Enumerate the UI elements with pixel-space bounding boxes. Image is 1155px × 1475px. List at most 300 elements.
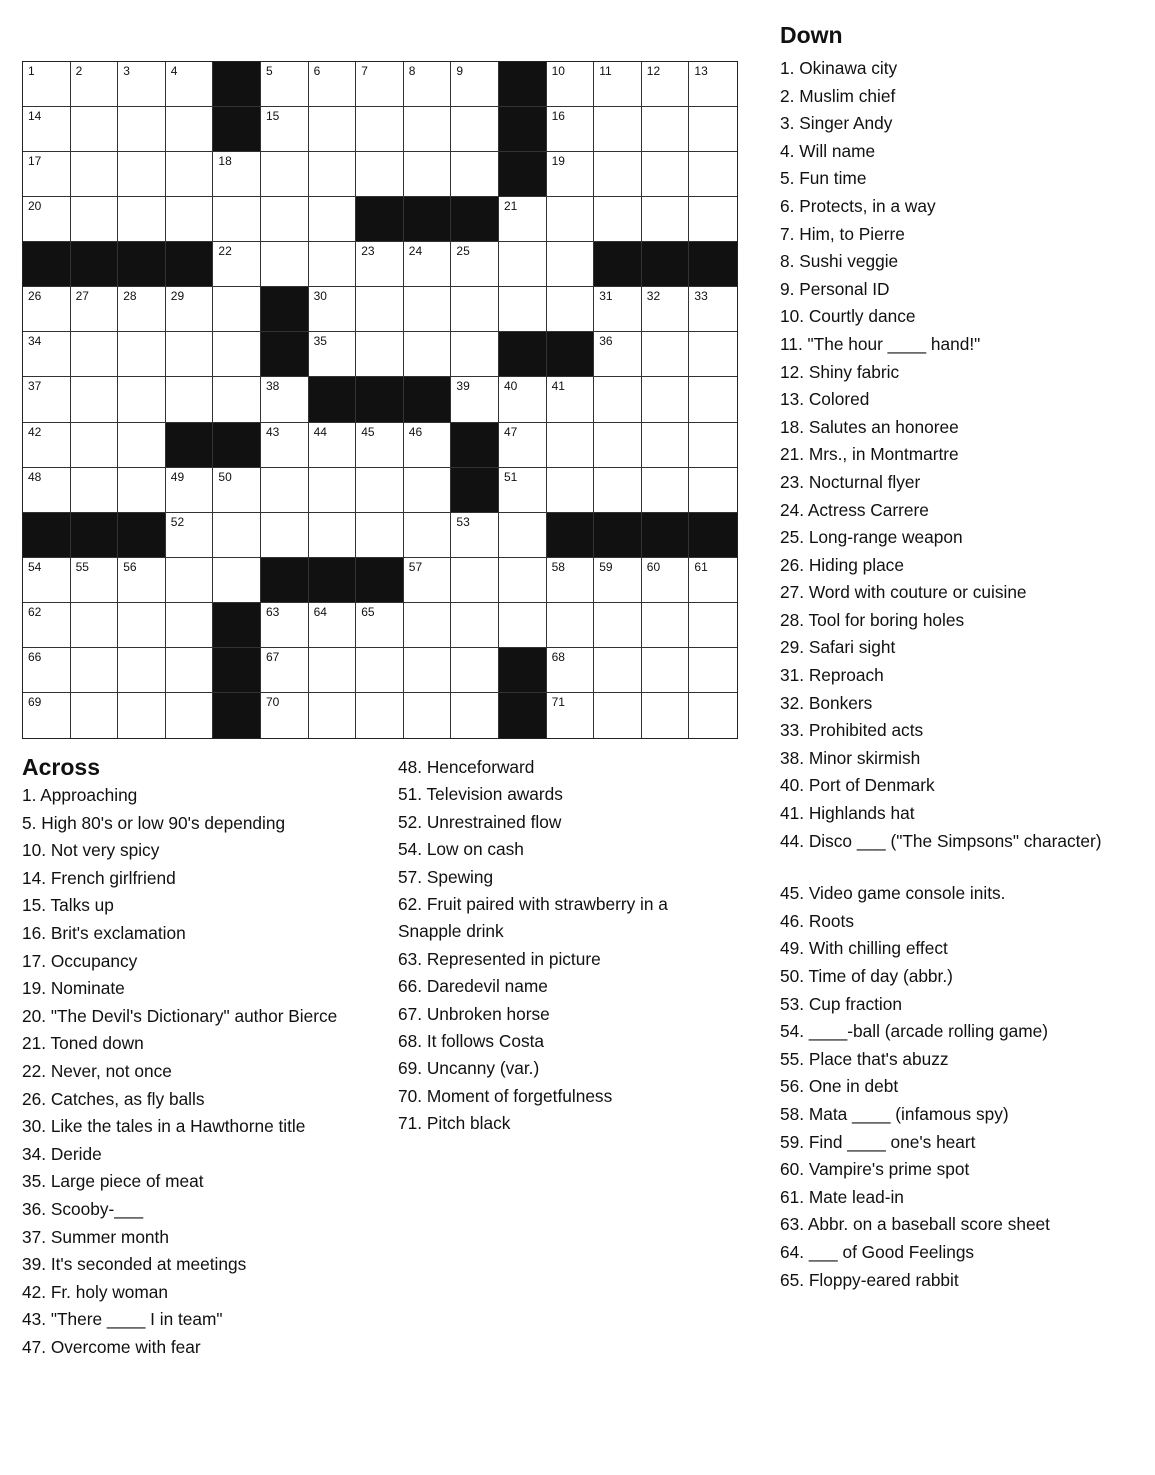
clue-item: 4. Will name <box>780 140 876 161</box>
clue-item: 19. Nominate <box>22 978 125 999</box>
clue-item: 60. Vampire's prime spot <box>780 1159 970 1180</box>
grid-cell[interactable] <box>213 287 261 332</box>
grid-cell[interactable] <box>594 107 642 152</box>
clue-item: 43. "There ____ I in team" <box>22 1309 223 1330</box>
clue-number: 64 <box>313 604 327 619</box>
clue-item: 33. Prohibited acts <box>780 720 924 741</box>
grid-cell[interactable] <box>309 242 357 287</box>
grid-cell[interactable] <box>71 62 119 107</box>
grid-cell[interactable] <box>23 693 71 738</box>
grid-cell[interactable] <box>404 468 452 513</box>
across-clue-list-column-1 <box>22 782 382 1361</box>
grid-cell[interactable] <box>23 648 71 693</box>
clue-number: 6 <box>313 64 321 78</box>
clue-number: 60 <box>646 559 661 574</box>
grid-cell[interactable] <box>547 107 595 152</box>
grid-cell[interactable] <box>404 152 452 197</box>
clue-item: 41. Highlands hat <box>780 803 915 824</box>
grid-cell[interactable] <box>261 648 309 693</box>
grid-cell[interactable] <box>23 107 71 152</box>
grid-cell[interactable] <box>594 152 642 197</box>
clue-item: 34. Deride <box>22 1143 102 1164</box>
grid-cell[interactable] <box>71 468 119 513</box>
grid-cell[interactable] <box>594 197 642 242</box>
grid-cell[interactable] <box>642 377 690 422</box>
grid-cell[interactable] <box>689 152 737 197</box>
grid-cell[interactable] <box>356 468 404 513</box>
clue-number: 63 <box>265 604 280 619</box>
clue-item: 55. Place that's abuzz <box>780 1048 949 1069</box>
grid-cell[interactable] <box>213 558 261 603</box>
grid-cell[interactable] <box>356 287 404 332</box>
grid-cell[interactable] <box>118 468 166 513</box>
grid-cell[interactable] <box>499 197 547 242</box>
grid-cell[interactable] <box>71 197 119 242</box>
black-square <box>642 513 690 558</box>
grid-cell[interactable] <box>642 197 690 242</box>
grid-cell[interactable] <box>547 693 595 738</box>
grid-cell[interactable] <box>309 423 357 468</box>
black-square <box>213 107 261 152</box>
clue-item: 15. Talks up <box>22 895 114 916</box>
black-square <box>499 648 547 693</box>
grid-cell[interactable] <box>451 62 499 107</box>
grid-cell[interactable] <box>689 332 737 377</box>
grid-cell[interactable] <box>594 603 642 648</box>
grid-cell[interactable] <box>356 152 404 197</box>
grid-cell[interactable] <box>594 423 642 468</box>
clue-number: 18 <box>218 154 232 169</box>
grid-cell[interactable] <box>689 648 737 693</box>
clue-item: 17. Occupancy <box>22 950 138 971</box>
clue-number: 68 <box>551 649 565 664</box>
grid-cell[interactable] <box>166 648 214 693</box>
clue-item: 5. Fun time <box>780 168 867 189</box>
clue-item: 12. Shiny fabric <box>780 361 900 382</box>
black-square <box>547 513 595 558</box>
clue-number: 13 <box>694 64 708 78</box>
grid-cell[interactable] <box>642 423 690 468</box>
grid-cell[interactable] <box>356 242 404 287</box>
grid-cell[interactable] <box>451 152 499 197</box>
clue-item: 66. Daredevil name <box>398 976 548 997</box>
grid-cell[interactable] <box>309 648 357 693</box>
grid-cell[interactable] <box>689 693 737 738</box>
grid-cell[interactable] <box>118 558 166 603</box>
clue-item: 10. Courtly dance <box>780 306 916 327</box>
grid-cell[interactable] <box>309 332 357 377</box>
grid-cell[interactable] <box>594 62 642 107</box>
grid-cell[interactable] <box>309 468 357 513</box>
grid-cell[interactable] <box>118 287 166 332</box>
black-square <box>356 377 404 422</box>
grid-cell[interactable] <box>642 693 690 738</box>
grid-cell[interactable] <box>261 152 309 197</box>
clue-number: 44 <box>313 424 327 439</box>
grid-cell[interactable] <box>404 287 452 332</box>
grid-cell[interactable] <box>689 603 737 648</box>
clue-item: 26. Hiding place <box>780 554 904 575</box>
clue-number: 51 <box>503 469 518 484</box>
clue-number: 61 <box>694 559 708 574</box>
clue-item: 37. Summer month <box>22 1226 169 1247</box>
grid-cell[interactable] <box>404 242 452 287</box>
grid-cell[interactable] <box>71 603 119 648</box>
grid-cell[interactable] <box>689 558 737 603</box>
grid-cell[interactable] <box>642 152 690 197</box>
clue-number: 20 <box>28 199 42 214</box>
grid-cell[interactable] <box>594 648 642 693</box>
clue-item: 13. Colored <box>780 389 870 410</box>
grid-cell[interactable] <box>451 332 499 377</box>
clue-number: 1 <box>28 64 35 78</box>
black-square <box>451 468 499 513</box>
grid-cell[interactable] <box>404 513 452 558</box>
grid-cell[interactable] <box>309 62 357 107</box>
grid-cell[interactable] <box>261 107 309 152</box>
grid-cell[interactable] <box>689 107 737 152</box>
grid-cell[interactable] <box>118 603 166 648</box>
grid-cell[interactable] <box>404 558 452 603</box>
clue-item: 22. Never, not once <box>22 1060 172 1081</box>
grid-cell[interactable] <box>23 468 71 513</box>
clue-number: 46 <box>408 424 423 439</box>
grid-cell[interactable] <box>71 423 119 468</box>
grid-cell[interactable] <box>23 332 71 377</box>
clue-number: 40 <box>503 379 518 394</box>
grid-cell[interactable] <box>547 423 595 468</box>
grid-cell[interactable] <box>689 423 737 468</box>
clue-number: 4 <box>170 64 178 78</box>
grid-cell[interactable] <box>356 648 404 693</box>
clue-item: 45. Video game console inits. <box>780 883 1006 904</box>
grid-cell[interactable] <box>71 287 119 332</box>
grid-cell[interactable] <box>23 423 71 468</box>
clue-item: 68. It follows Costa <box>398 1031 544 1052</box>
grid-cell[interactable] <box>642 558 690 603</box>
grid-cell[interactable] <box>23 197 71 242</box>
grid-cell[interactable] <box>166 468 214 513</box>
grid-cell[interactable] <box>23 62 71 107</box>
across-clue-list-column-2 <box>398 754 758 1138</box>
grid-cell[interactable] <box>499 603 547 648</box>
across-heading: Across <box>22 754 100 780</box>
black-square <box>309 558 357 603</box>
grid-cell[interactable] <box>547 287 595 332</box>
clue-number: 69 <box>28 694 42 709</box>
clue-number: 8 <box>408 64 416 78</box>
grid-cell[interactable] <box>71 152 119 197</box>
grid-cell[interactable] <box>23 558 71 603</box>
grid-cell[interactable] <box>309 107 357 152</box>
grid-cell[interactable] <box>499 423 547 468</box>
clue-number: 33 <box>694 289 708 304</box>
clue-number: 12 <box>646 64 661 78</box>
clue-item: 62. Fruit paired with strawberry in a <box>398 894 668 915</box>
grid-cell[interactable] <box>71 558 119 603</box>
grid-cell[interactable] <box>404 107 452 152</box>
black-square <box>594 513 642 558</box>
grid-cell[interactable] <box>118 332 166 377</box>
grid-cell[interactable] <box>166 107 214 152</box>
clue-item: 49. With chilling effect <box>780 938 948 959</box>
grid-cell[interactable] <box>594 377 642 422</box>
grid-cell[interactable] <box>689 197 737 242</box>
grid-cell[interactable] <box>309 603 357 648</box>
clue-item: 48. Henceforward <box>398 757 535 777</box>
grid-cell[interactable] <box>499 468 547 513</box>
grid-cell[interactable] <box>166 152 214 197</box>
grid-cell[interactable] <box>71 693 119 738</box>
clue-number: 70 <box>265 694 280 709</box>
grid-cell[interactable] <box>451 558 499 603</box>
black-square <box>547 332 595 377</box>
grid-cell[interactable] <box>547 468 595 513</box>
grid-cell[interactable] <box>547 558 595 603</box>
grid-cell[interactable] <box>594 287 642 332</box>
grid-cell[interactable] <box>118 423 166 468</box>
clue-number: 55 <box>75 559 89 574</box>
grid-cell[interactable] <box>404 423 452 468</box>
black-square <box>213 62 261 107</box>
grid-cell[interactable] <box>166 377 214 422</box>
grid-cell[interactable] <box>547 197 595 242</box>
grid-cell[interactable] <box>356 332 404 377</box>
grid-cell[interactable] <box>356 423 404 468</box>
grid-cell[interactable] <box>356 693 404 738</box>
grid-cell[interactable] <box>166 197 214 242</box>
black-square <box>166 242 214 287</box>
grid-cell[interactable] <box>356 107 404 152</box>
grid-cell[interactable] <box>547 603 595 648</box>
black-square <box>689 513 737 558</box>
grid-cell[interactable] <box>404 693 452 738</box>
clue-item: 11. "The hour ____ hand!" <box>780 333 981 354</box>
grid-cell[interactable] <box>261 242 309 287</box>
grid-cell[interactable] <box>309 197 357 242</box>
grid-cell[interactable] <box>499 242 547 287</box>
grid-cell[interactable] <box>23 603 71 648</box>
black-square <box>642 242 690 287</box>
grid-cell[interactable] <box>71 332 119 377</box>
clue-number: 50 <box>218 469 232 484</box>
grid-cell[interactable] <box>356 513 404 558</box>
clue-item: 50. Time of day (abbr.) <box>780 966 953 986</box>
clue-number: 28 <box>123 289 137 304</box>
clue-number: 66 <box>28 649 42 664</box>
grid-cell[interactable] <box>451 287 499 332</box>
grid-cell[interactable] <box>309 287 357 332</box>
grid-cell[interactable] <box>642 648 690 693</box>
clue-number: 52 <box>170 514 185 529</box>
clue-item: 26. Catches, as fly balls <box>22 1088 205 1109</box>
grid-cell[interactable] <box>118 693 166 738</box>
clue-item: 28. Tool for boring holes <box>780 609 965 630</box>
grid-cell[interactable] <box>594 468 642 513</box>
grid-cell[interactable] <box>451 242 499 287</box>
clue-item: 40. Port of Denmark <box>780 775 935 796</box>
clue-number: 47 <box>503 424 518 439</box>
clue-item: 36. Scooby-___ <box>22 1198 144 1219</box>
grid-cell[interactable] <box>23 377 71 422</box>
grid-cell[interactable] <box>642 287 690 332</box>
grid-cell[interactable] <box>642 468 690 513</box>
grid-cell[interactable] <box>499 513 547 558</box>
grid-cell[interactable] <box>594 558 642 603</box>
clue-number: 30 <box>313 289 327 304</box>
grid-cell[interactable] <box>166 332 214 377</box>
grid-cell[interactable] <box>451 693 499 738</box>
clue-item: 63. Represented in picture <box>398 948 601 969</box>
black-square <box>261 287 309 332</box>
grid-cell[interactable] <box>642 332 690 377</box>
black-square <box>71 242 119 287</box>
clue-number: 25 <box>456 244 470 259</box>
grid-cell[interactable] <box>213 468 261 513</box>
clue-number: 42 <box>28 424 42 439</box>
clue-number: 29 <box>170 289 185 304</box>
grid-cell[interactable] <box>261 468 309 513</box>
clue-number: 23 <box>361 244 375 259</box>
grid-cell[interactable] <box>118 62 166 107</box>
grid-cell[interactable] <box>451 648 499 693</box>
grid-cell[interactable] <box>689 287 737 332</box>
grid-cell[interactable] <box>499 287 547 332</box>
clue-number: 58 <box>551 559 565 574</box>
clue-number: 62 <box>28 604 42 619</box>
grid-cell[interactable] <box>71 377 119 422</box>
grid-cell[interactable] <box>547 152 595 197</box>
clue-item: 46. Roots <box>780 910 854 931</box>
clue-item: 42. Fr. holy woman <box>22 1281 168 1302</box>
clue-item: 10. Not very spicy <box>22 840 160 861</box>
down-heading: Down <box>780 22 843 48</box>
grid-cell[interactable] <box>261 603 309 648</box>
black-square <box>356 197 404 242</box>
grid-cell[interactable] <box>451 107 499 152</box>
grid-cell[interactable] <box>309 693 357 738</box>
grid-cell[interactable] <box>261 693 309 738</box>
grid-cell[interactable] <box>499 377 547 422</box>
black-square <box>689 242 737 287</box>
grid-cell[interactable] <box>404 648 452 693</box>
clue-item: 44. Disco ___ ("The Simpsons" character) <box>780 830 1102 851</box>
grid-cell[interactable] <box>118 197 166 242</box>
black-square <box>213 423 261 468</box>
grid-cell[interactable] <box>547 242 595 287</box>
clue-number: 45 <box>361 424 375 439</box>
clue-item: 53. Cup fraction <box>780 993 902 1014</box>
grid-cell[interactable] <box>642 603 690 648</box>
clue-item: 5. High 80's or low 90's depending <box>22 812 286 833</box>
clue-number: 67 <box>265 649 280 664</box>
clue-number: 19 <box>551 154 565 169</box>
grid-cell[interactable] <box>404 603 452 648</box>
grid-cell[interactable] <box>166 287 214 332</box>
grid-cell[interactable] <box>689 468 737 513</box>
clue-item: 7. Him, to Pierre <box>780 223 905 244</box>
clue-item: 54. ____-ball (arcade rolling game) <box>780 1021 1049 1042</box>
grid-cell[interactable] <box>309 513 357 558</box>
grid-cell[interactable] <box>213 377 261 422</box>
grid-cell[interactable] <box>261 377 309 422</box>
grid-cell[interactable] <box>166 62 214 107</box>
grid-cell[interactable] <box>71 107 119 152</box>
clue-number: 37 <box>28 379 42 394</box>
grid-cell[interactable] <box>261 62 309 107</box>
grid-cell[interactable] <box>71 648 119 693</box>
grid-cell[interactable] <box>213 242 261 287</box>
grid-cell[interactable] <box>404 62 452 107</box>
black-square <box>213 693 261 738</box>
black-square <box>118 242 166 287</box>
clue-item: 63. Abbr. on a baseball score sheet <box>780 1214 1050 1235</box>
clue-number: 21 <box>503 199 518 214</box>
clue-item: 3. Singer Andy <box>780 113 893 134</box>
grid-cell[interactable] <box>451 513 499 558</box>
grid-cell[interactable] <box>642 62 690 107</box>
grid-cell[interactable] <box>356 603 404 648</box>
grid-cell[interactable] <box>213 152 261 197</box>
clue-item: 56. One in debt <box>780 1076 899 1097</box>
grid-cell[interactable] <box>594 693 642 738</box>
grid-cell[interactable] <box>213 197 261 242</box>
grid-cell[interactable] <box>118 377 166 422</box>
grid-cell[interactable] <box>547 377 595 422</box>
grid-cell[interactable] <box>594 332 642 377</box>
grid-cell[interactable] <box>213 513 261 558</box>
clue-item: 18. Salutes an honoree <box>780 416 959 437</box>
grid-cell[interactable] <box>356 62 404 107</box>
black-square <box>23 513 71 558</box>
grid-cell[interactable] <box>166 558 214 603</box>
grid-cell[interactable] <box>118 648 166 693</box>
grid-cell[interactable] <box>118 107 166 152</box>
clue-number: 49 <box>170 469 185 484</box>
grid-cell[interactable] <box>689 377 737 422</box>
clue-item: 54. Low on cash <box>398 839 524 860</box>
grid-cell[interactable] <box>23 287 71 332</box>
grid-cell[interactable] <box>166 693 214 738</box>
grid-cell[interactable] <box>261 197 309 242</box>
grid-cell[interactable] <box>451 603 499 648</box>
clue-item: 1. Approaching <box>22 785 138 805</box>
grid-cell[interactable] <box>166 513 214 558</box>
grid-cell[interactable] <box>499 558 547 603</box>
grid-cell[interactable] <box>451 377 499 422</box>
grid-cell[interactable] <box>309 152 357 197</box>
grid-cell[interactable] <box>689 62 737 107</box>
black-square <box>499 693 547 738</box>
spacer <box>780 855 1150 880</box>
clue-item: 38. Minor skirmish <box>780 747 921 768</box>
grid-cell[interactable] <box>261 423 309 468</box>
grid-cell[interactable] <box>642 107 690 152</box>
clue-item: 6. Protects, in a way <box>780 195 936 216</box>
grid-cell[interactable] <box>261 513 309 558</box>
grid-cell[interactable] <box>118 152 166 197</box>
grid-cell[interactable] <box>166 603 214 648</box>
clue-item: 69. Uncanny (var.) <box>398 1058 540 1079</box>
grid-cell[interactable] <box>23 152 71 197</box>
black-square <box>356 558 404 603</box>
clue-item: 27. Word with couture or cuisine <box>780 582 1027 603</box>
grid-cell[interactable] <box>213 332 261 377</box>
grid-cell[interactable] <box>547 648 595 693</box>
grid-cell[interactable] <box>404 332 452 377</box>
clue-item: 64. ___ of Good Feelings <box>780 1241 975 1262</box>
grid-cell[interactable] <box>547 62 595 107</box>
